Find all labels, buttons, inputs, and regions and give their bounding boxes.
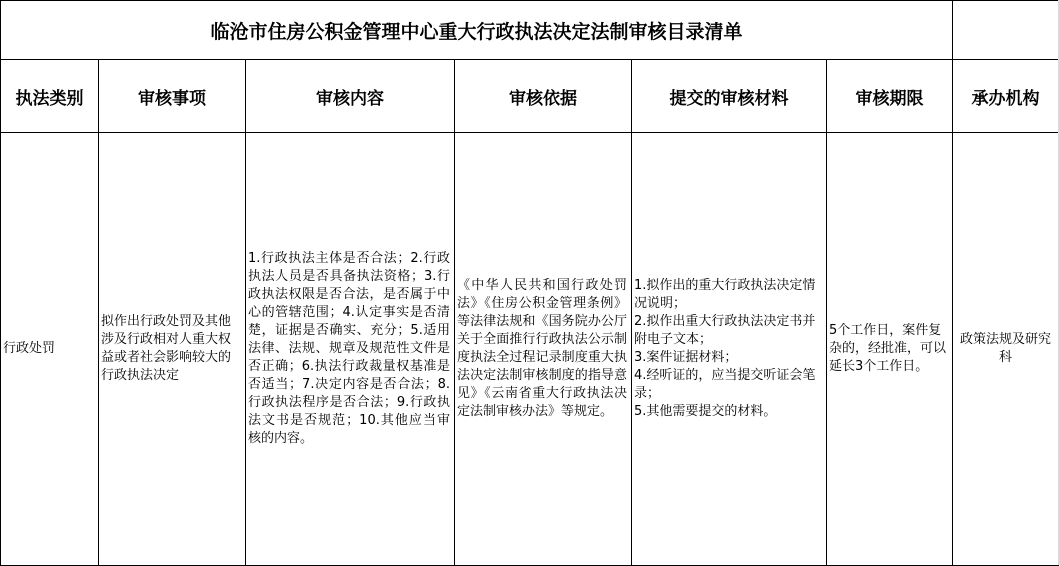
header-category[interactable]: 执法类别: [1, 60, 99, 133]
header-period[interactable]: 审核期限: [827, 60, 953, 133]
title-row: [1, 1, 1059, 60]
cell-period[interactable]: 5个工作日，案件复杂的，经批准，可以延长3个工作日。: [827, 133, 953, 566]
header-row: [1, 60, 1059, 133]
cell-category[interactable]: 行政处罚: [1, 133, 99, 566]
cell-materials[interactable]: [632, 133, 827, 566]
cell-content[interactable]: 1.行政执法主体是否合法；2.行政执法人员是否具备执法资格；3.行政执法权限是否合法，是否属于中心的管辖范围；4.认定事实是否清楚，证据是否确实、充分；5.适用法律、法规、规章及规范性文件是否正确；6.执法行政裁量权基准是否适当；7.决定内容是否合法；8.行政执法程序是否合法；9.行政执法文书是否规范；10.其他应当审核的内容。: [246, 133, 455, 566]
cell-organization[interactable]: 政策法规及研究科: [953, 133, 1059, 566]
cell-item[interactable]: 拟作出行政处罚及其他涉及行政相对人重大权益或者社会影响较大的行政执法决定: [99, 133, 246, 566]
material-line: 4.经听证的，应当提交听证会笔录；: [634, 368, 816, 401]
material-line: 3.案件证据材料；: [634, 350, 738, 365]
header-content[interactable]: 审核内容: [246, 60, 455, 133]
table-title[interactable]: 临沧市住房公积金管理中心重大行政执法决定法制审核目录清单: [1, 1, 953, 60]
cell-basis[interactable]: 《中华人民共和国行政处罚法》《住房公积金管理条例》等法律法规和《国务院办公厅关于全面推行行政执法公示制度执法全过程记录制度重大执法决定法制审核制度的指导意见》《云南省重大行政执法决定法制审核办法》等规定。: [455, 133, 632, 566]
material-line: 1.拟作出的重大行政执法决定情况说明；: [634, 278, 816, 311]
title-empty-cell[interactable]: [953, 1, 1059, 60]
header-materials[interactable]: 提交的审核材料: [632, 60, 827, 133]
material-line: 2.拟作出重大行政执法决定书并附电子文本；: [634, 314, 816, 347]
header-organization[interactable]: 承办机构: [953, 60, 1059, 133]
table-row: [1, 133, 1059, 566]
header-item[interactable]: 审核事项: [99, 60, 246, 133]
material-line: 5.其他需要提交的材料。: [634, 404, 777, 419]
header-basis[interactable]: 审核依据: [455, 60, 632, 133]
